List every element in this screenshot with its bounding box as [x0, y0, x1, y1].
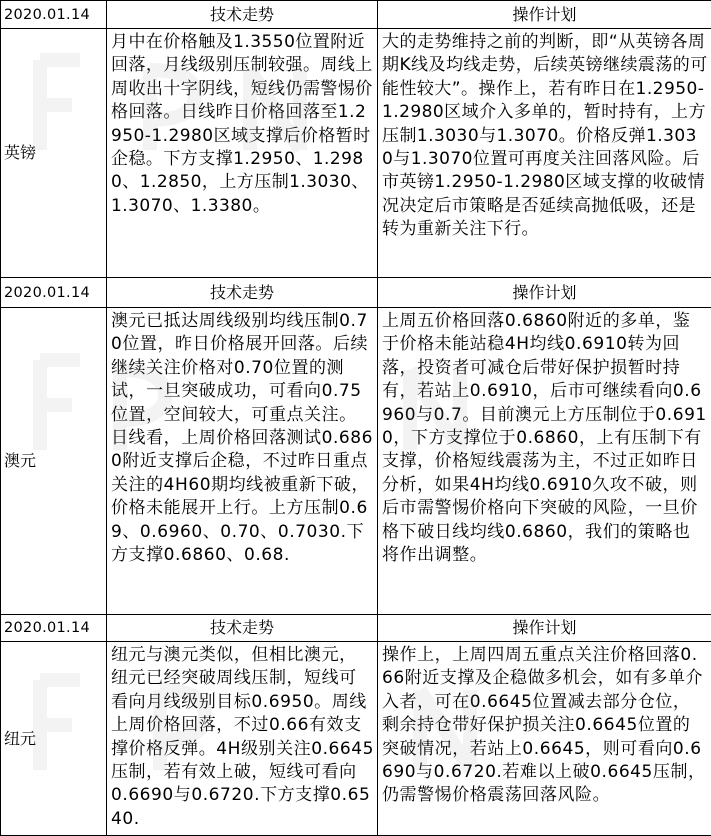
section-header-row — [1, 615, 711, 642]
tech-trend-text: 月中在价格触及1.3550位置附近回落，月线级别压制较强。周线上周收出十字阴线，短线仍需警惕价格回落。日线昨日价格回落至1.2950-1.2980区域支撑后价格暂时企稳。下方支撑1.2950、1.2980、1.2850，上方压制1.3030、1.3070、1.3380。 — [107, 29, 378, 278]
currency-name: 澳元 — [1, 308, 107, 615]
section-header-row — [1, 278, 711, 308]
section-content-row — [1, 642, 711, 836]
currency-name: 纽元 — [1, 642, 107, 836]
date-cell: 2020.01.14 — [1, 615, 107, 642]
operation-plan-header: 操作计划 — [378, 615, 711, 642]
currency-name: 英镑 — [1, 29, 107, 278]
section-content-row — [1, 308, 711, 615]
operation-plan-text: 操作上，上周四周五重点关注价格回落0.66附近支撑及企稳做多机会，如有多单介入者，可在0.6645位置减去部分仓位，剩余持仓带好保护损关注0.6645位置的突破情况，若站上0.6645，则可看向0.6690与0.6720.若难以上破0.6645压制，仍需警惕价格震荡回落风险。 — [378, 642, 711, 836]
operation-plan-text: 大的走势维持之前的判断，即“从英镑各周期K线及均线走势，后续英镑继续震荡的可能性较大”。操作上，若有昨日在1.2950-1.2980区域介入多单的，暂时持有，上方压制1.3030与1.3070。价格反弹1.3030与1.3070位置可再度关注回落风险。后市英镑1.2950-1.2980区域支撑的收破情况决定后市策略是否延续高抛低吸，还是转为重新关注下行。 — [378, 29, 711, 278]
tech-trend-header: 技术走势 — [107, 1, 378, 29]
section-content-row — [1, 29, 711, 278]
operation-plan-header: 操作计划 — [378, 1, 711, 29]
tech-trend-text: 纽元与澳元类似，但相比澳元，纽元已经突破周线压制，短线可看向月线级别目标0.6950。周线上周价格回落，不过0.66有效支撑价格反弹。4H级别关注0.6645压制，若有效上破，短线可看向0.6690与0.6720.下方支撑0.6540. — [107, 642, 378, 836]
operation-plan-text: 上周五价格回落0.6860附近的多单，鉴于价格未能站稳4H均线0.6910转为回落，投资者可减仓后带好保护损暂时持有，若站上0.6910，后市可继续看向0.6960与0.7。目前澳元上方压制位于0.6910，下方支撑位于0.6860，上有压制下有支撑，价格短线震荡为主，不过正如昨日分析，如果4H均线0.6910久攻不破，则后市需警惕价格向下突破的风险，一旦价格下破日线均线0.6860，我们的策略也将作出调整。 — [378, 308, 711, 615]
tech-trend-text: 澳元已抵达周线级别均线压制0.70位置，昨日价格展开回落。后续继续关注价格对0.70位置的测试，一旦突破成功，可看向0.75位置，空间较大，可重点关注。日线看，上周价格回落测试0.6860附近支撑后企稳，不过昨日重点关注的4H60期均线被重新下破，价格未能展开上行。上方压制0.69、0.6960、0.70、0.7030.下方支撑0.6860、0.68. — [107, 308, 378, 615]
tech-trend-header: 技术走势 — [107, 278, 378, 308]
date-cell: 2020.01.14 — [1, 278, 107, 308]
tech-trend-header: 技术走势 — [107, 615, 378, 642]
section-header-row — [1, 1, 711, 29]
date-cell: 2020.01.14 — [1, 1, 107, 29]
operation-plan-header: 操作计划 — [378, 278, 711, 308]
